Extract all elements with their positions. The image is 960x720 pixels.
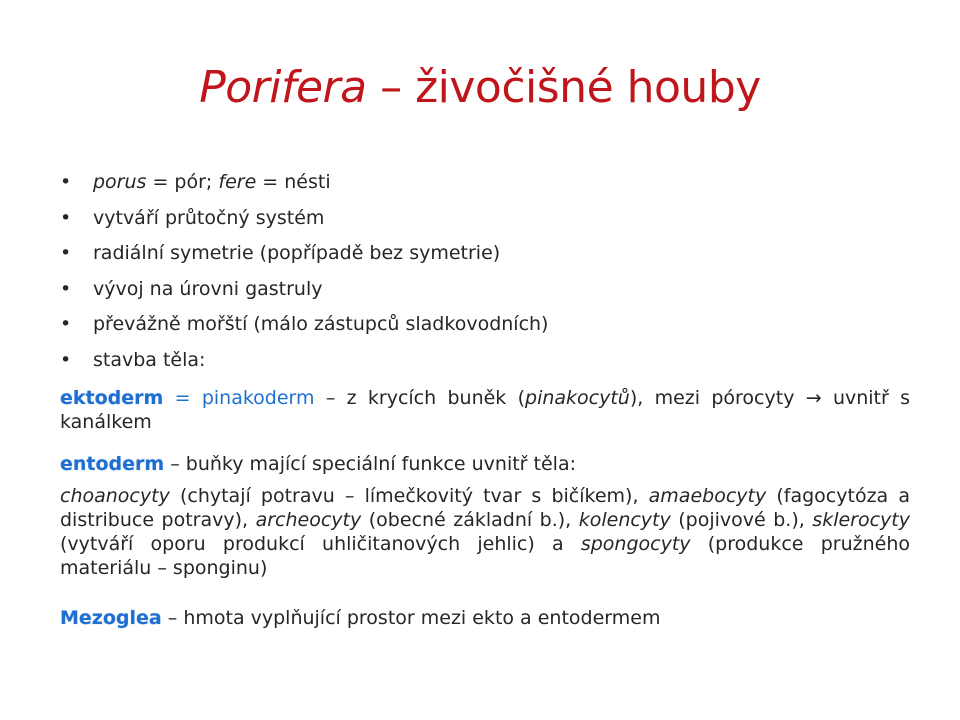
ektoderm-text-end: ), mezi pórocyty → uvnitř s kanálkem	[60, 387, 911, 433]
bullet-symmetry: • radiální symetrie (popřípadě bez symetrie)	[60, 241, 910, 277]
title-genus: Porifera	[199, 62, 367, 113]
mezoglea-paragraph	[60, 606, 910, 630]
mezoglea-text: – hmota vyplňující prostor mezi ekto a entodermem	[161, 607, 661, 629]
term-spongocyty: spongocyty	[580, 533, 691, 555]
bullet-list	[60, 170, 910, 383]
term-amaebocyty: amaebocyty	[648, 485, 767, 507]
entoderm-paragraph	[60, 452, 910, 476]
term-ektoderm: ektoderm	[60, 387, 164, 409]
bullet-flow-system: • vytváří průtočný systém	[60, 206, 910, 242]
entoderm-text: – buňky mající speciální funkce uvnitř těla:	[164, 453, 576, 475]
term-porus: porus	[93, 171, 147, 193]
ektoderm-text: – z krycích buněk (	[314, 387, 526, 409]
cells-text: (fagocytóza a distribuce potravy),	[60, 485, 910, 531]
cells-text: (chytají potravu – límečkovitý tvar s bičíkem),	[169, 485, 649, 507]
ektoderm-paragraph	[60, 386, 910, 434]
term-archeocyty: archeocyty	[255, 509, 362, 531]
term-entoderm: entoderm	[60, 453, 165, 475]
cells-paragraph	[60, 484, 910, 580]
bullet-development: • vývoj na úrovni gastruly	[60, 277, 910, 313]
cells-text: (obecné základní b.),	[361, 509, 579, 531]
bullet-body-structure: • stavba těla:	[60, 348, 910, 384]
bullet-text: = nésti	[256, 171, 331, 193]
slide-title	[0, 62, 960, 113]
cells-text: (vytváří oporu produkcí uhličitanových jehlic) a	[60, 533, 581, 555]
term-mezoglea: Mezoglea	[60, 607, 162, 629]
term-choanocyty: choanocyty	[60, 485, 170, 507]
term-kolencyty: kolencyty	[578, 509, 671, 531]
term-pinakoderm: pinakoderm	[201, 387, 315, 409]
bullet-habitat: • převážně mořští (málo zástupců sladkovodních)	[60, 312, 910, 348]
term-pinakocyty: pinakocytů	[525, 387, 630, 409]
ektoderm-eq: =	[163, 387, 202, 409]
term-sklerocyty: sklerocyty	[812, 509, 910, 531]
title-common-name: – živočišné houby	[366, 62, 761, 113]
term-fere: fere	[218, 171, 257, 193]
cells-text: (produkce pružného materiálu – sponginu)	[60, 533, 910, 579]
bullet-text: = pór;	[146, 171, 219, 193]
bullet-etymology	[60, 170, 910, 206]
cells-text: (pojivové b.),	[670, 509, 813, 531]
